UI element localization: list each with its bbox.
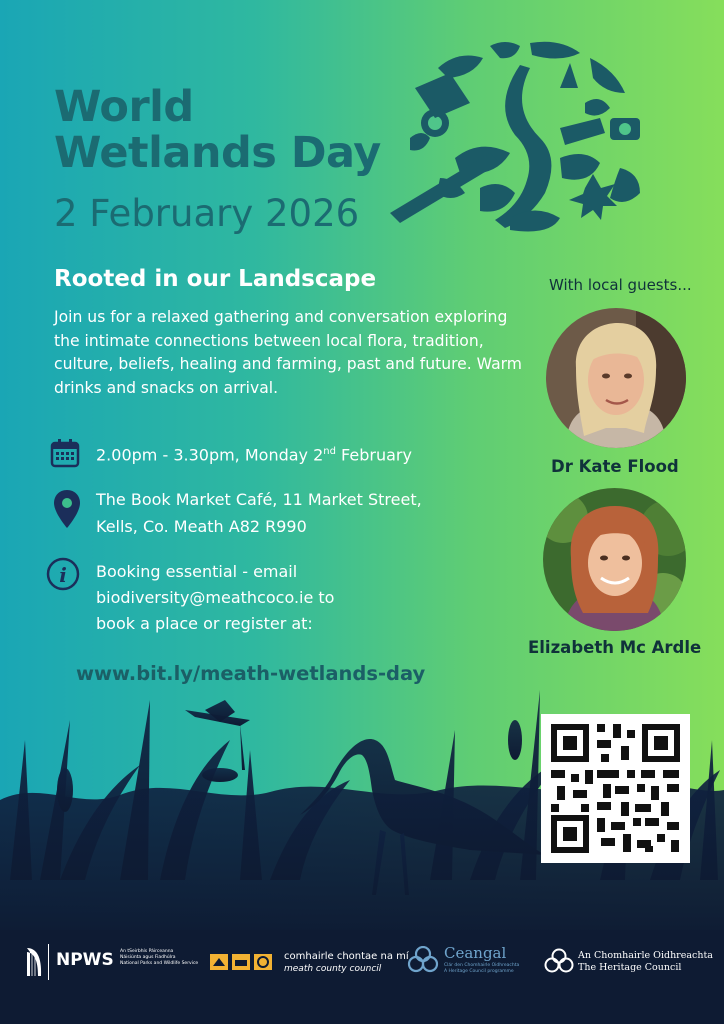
location-line-1: The Book Market Café, 11 Market Street, bbox=[96, 490, 422, 509]
calendar-icon bbox=[50, 438, 80, 468]
qr-code-graphic bbox=[541, 714, 690, 863]
event-time bbox=[96, 439, 412, 468]
npws-subtitle-2: Náisiúnta agus Fiadhúlra bbox=[120, 955, 176, 960]
npws-subtitle-3: National Parks and Wildlife Service bbox=[120, 961, 199, 966]
ceangal-subtitle bbox=[444, 963, 519, 975]
wetlands-logo-illustration bbox=[380, 28, 650, 248]
meath-council-english: meath county council bbox=[284, 964, 382, 974]
qr-code[interactable] bbox=[541, 714, 690, 863]
ceangal-subtitle-1: Clár den Chomhairle Oidhreachta bbox=[444, 963, 520, 968]
heritage-council-triskele-icon bbox=[543, 948, 575, 976]
heritage-council-irish: An Chomhairle Oidhreachta bbox=[578, 950, 713, 961]
npws-subtitle bbox=[120, 949, 198, 967]
event-subtitle: Rooted in our Landscape bbox=[54, 266, 377, 292]
info-icon bbox=[46, 557, 80, 591]
guests-label: With local guests... bbox=[549, 276, 692, 294]
event-time-main: 2.00pm - 3.30pm, Monday 2 bbox=[96, 445, 324, 465]
event-time-month: February bbox=[335, 445, 412, 465]
guest-name-1: Dr Kate Flood bbox=[551, 457, 679, 476]
event-time-ordinal: nd bbox=[323, 446, 336, 457]
guest-photo-kate-flood bbox=[546, 308, 686, 448]
booking-line-1: Booking essential - email bbox=[96, 562, 298, 581]
ceangal-logo-text: Ceangal bbox=[444, 944, 507, 962]
npws-divider bbox=[48, 944, 49, 980]
svg-text:i: i bbox=[59, 563, 67, 587]
npws-subtitle-1: An tSeirbhís Páirceanna bbox=[120, 949, 174, 954]
meath-council-irish: comhairle chontae na mí bbox=[284, 951, 409, 962]
meath-council-text bbox=[284, 950, 409, 976]
registration-link[interactable]: www.bit.ly/meath-wetlands-day bbox=[76, 662, 426, 685]
title-line-2: Wetlands Day bbox=[54, 128, 381, 178]
heritage-council-english: The Heritage Council bbox=[578, 962, 682, 973]
location-line-2: Kells, Co. Meath A82 R990 bbox=[96, 517, 307, 536]
ceangal-subtitle-2: A Heritage Council programme bbox=[444, 969, 514, 974]
event-description: Join us for a relaxed gathering and conversation exploring the intimate connections between local flora, tradition, culture, beliefs, healing and farming, past and future. Warm drinks and snacks on arrival. bbox=[54, 308, 522, 397]
event-date: 2 February 2026 bbox=[54, 192, 360, 235]
triskele-icon bbox=[406, 946, 440, 976]
harp-icon bbox=[24, 946, 44, 978]
booking-line-3: book a place or register at: bbox=[96, 614, 313, 633]
guest-name-2: Elizabeth Mc Ardle bbox=[528, 638, 702, 657]
sponsor-footer bbox=[0, 930, 724, 1024]
npws-logo-text: NPWS bbox=[56, 950, 114, 970]
guest-photo-elizabeth-mc-ardle bbox=[543, 488, 686, 631]
booking-email[interactable]: biodiversity@meathcoco.ie to bbox=[96, 588, 335, 607]
title-line-1: World bbox=[54, 82, 194, 132]
meath-crest-icon bbox=[210, 952, 272, 972]
event-title bbox=[54, 84, 381, 176]
heritage-council-text bbox=[578, 950, 713, 974]
location-pin-icon bbox=[54, 490, 80, 528]
